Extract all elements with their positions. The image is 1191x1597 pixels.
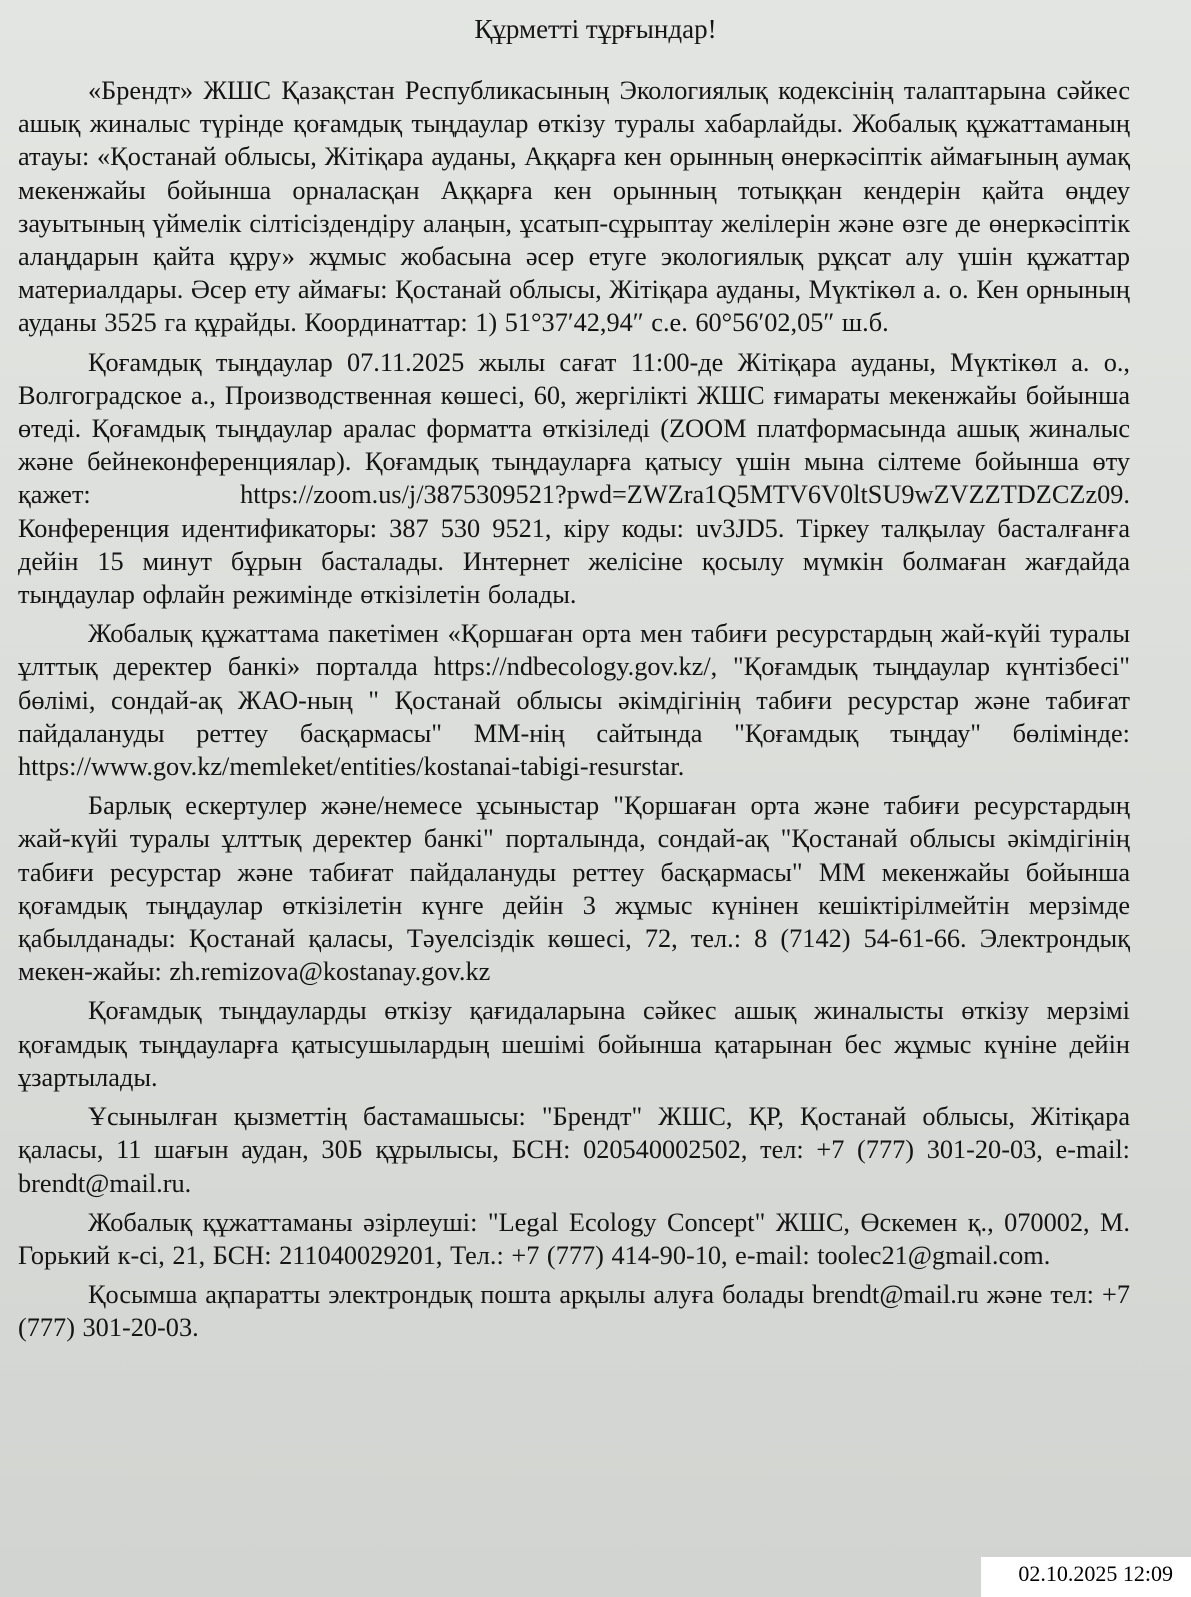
paragraph-announcement: «Брендт» ЖШС Қазақстан Республикасының Экологиялық кодексінің талаптарына сәйкес ашық жиналыс түрінде қоғамдық тыңдаулар өткізу туралы хабарлайды. Жобалық құжаттаманың атауы: «Қостанай облысы, Жітіқара ауданы, Аққарға кен орынның өнеркәсіптік аймағының аумақ мекенжайы бойынша орналасқан Аққарға кен орынның тотыққан кендерін қайта өңдеу зауытының үймелік сілтісіздендіру алаңын, ұсатып-сұрыптау желілерін және өзге де өнеркәсіптік алаңдарын қайта құру» жұмыс жобасына әсер етуге экологиялық рұқсат алу үшін құжаттар материалдары. Әсер ету аймағы: Қостанай облысы, Жітіқара ауданы, Мүктікөл а. о. Кен орнының ауданы 3525 га құрайды. Координаттар: 1) 51°37′42,94″ с.е. 60°56′02,05″ ш.б. bbox=[18, 76, 1130, 338]
photo-timestamp: 02.10.2025 12:09 bbox=[1018, 1561, 1173, 1586]
paragraph-initiator: Ұсынылған қызметтің бастамашысы: "Брендт" ЖШС, ҚР, Қостанай облысы, Жітіқара қаласы, 11 шағын аудан, 30Б құрылысы, БСН: 020540002502, тел: +7 (777) 301-20-03, e-mail: brendt@mail.ru. bbox=[18, 1102, 1130, 1198]
paragraph-comments: Барлық ескертулер және/немесе ұсыныстар "Қоршаған орта және табиғи ресурстардың жай-күйі туралы ұлттық деректер банкі" порталында, сондай-ақ "Қостанай облысы әкімдігінің табиғи ресурстар және табиғат пайдалануды реттеу басқармасы" ММ мекенжайы бойынша қоғамдық тыңдаулар өткізілетін күнге дейін 3 жұмыс күнінен кешіктірілмейтін мерзімде қабылданады: Қостанай қаласы, Тәуелсіздік көшесі, 72, тел.: 8 (7142) 54-61-66. Электрондық мекен-жайы: zh.remizova@kostanay.gov.kz bbox=[18, 791, 1130, 987]
paragraph-documentation: Жобалық құжаттама пакетімен «Қоршаған орта мен табиғи ресурстардың жай-күйі туралы ұлттық деректер банкі» порталда https://ndbecology.gov.kz/, "Қоғамдық тыңдаулар күнтізбесі" бөлімі, сондай-ақ ЖАО-ның " Қостанай облысы әкімдігінің табиғи ресурстар және табиғат пайдалануды реттеу басқармасы" ММ-нің сайтында "Қоғамдық тыңдау" бөлімінде: https://www.gov.kz/memleket/entities/kostanai-tabigi-resurstar. bbox=[18, 619, 1130, 782]
paragraph-contact: Қосымша ақпаратты электрондық пошта арқылы алуға болады brendt@mail.ru және тел: +7 (777) 301-20-03. bbox=[18, 1280, 1130, 1343]
paragraph-developer: Жобалық құжаттаманы әзірлеуші: "Legal Ecology Concept" ЖШС, Өскемен қ., 070002, М. Горький к-сі, 21, БСН: 211040029201, Тел.: +7 (777) 414-90-10, e-mail: toolec21@gmail.com. bbox=[18, 1207, 1130, 1270]
document-body bbox=[18, 74, 1130, 1351]
paragraph-hearing-details: Қоғамдық тыңдаулар 07.11.2025 жылы сағат 11:00-де Жітіқара ауданы, Мүктікөл а. о., Волгоградское а., Производственная көшесі, 60, жергілікті ЖШС ғимараты мекенжайы бойынша өтеді. Қоғамдық тыңдаулар аралас форматта өткізіледі (ZOOM платформасында ашық жиналыс және бейнеконференциялар). Қоғамдық тыңдауларға қатысу үшін мына сілтеме бойынша өту қажет: https://zoom.us/j/3875309521?pwd=ZWZra1Q5MTV6V0ltSU9wZVZZTDZCZz09. Конференция идентификаторы: 387 530 9521, кіру коды: uv3JD5. Тіркеу талқылау басталғанға дейін 15 минут бұрын басталады. Интернет желісіне қосылу мүмкін болмаған жағдайда тыңдаулар офлайн режимінде өткізілетін болады. bbox=[18, 347, 1130, 610]
paragraph-extension: Қоғамдық тыңдауларды өткізу қағидаларына сәйкес ашық жиналысты өткізу мерзімі қоғамдық тыңдауларға қатысушылардың шешімі бойынша қатарынан бес жұмыс күніне дейін ұзартылады. bbox=[18, 996, 1130, 1092]
document-title: Құрметті тұрғындар! bbox=[474, 14, 717, 44]
